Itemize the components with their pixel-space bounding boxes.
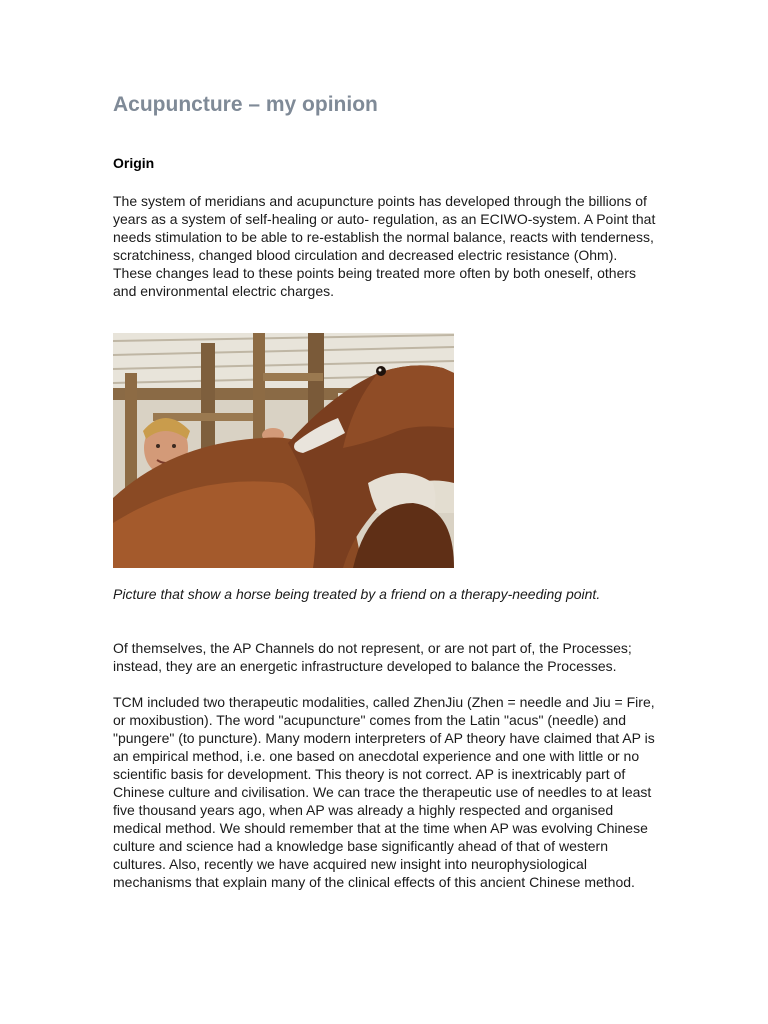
section-heading-origin: Origin — [113, 155, 155, 171]
paragraph-tcm: TCM included two therapeutic modalities, called ZhenJiu (Zhen = needle and Jiu = Fire, or moxibustion). The word "acupuncture" comes from the Latin "acus" (needle) and "pungere" (to puncture). Many modern interpreters of AP theory have claimed that AP is an empirical method, i.e. one based on anecdotal experience and one with little or no scientific basis for development. This theory is not correct. AP is inextricably part of Chinese culture and civilisation. We can trace the therapeutic use of needles to at least five thousand years ago, when AP was already a highly respected and organised medical method. We should remember that at the time when AP was evolving Chinese culture and science had a knowledge base significantly ahead of that of western cultures. Also, recently we have acquired new insight into neurophysiological mechanisms that explain many of the clinical effects of this ancient Chinese method. — [113, 694, 655, 890]
document-title: Acupuncture – my opinion — [113, 93, 378, 116]
horse-treatment-photo — [113, 333, 454, 568]
photo-caption: Picture that show a horse being treated by a friend on a therapy-needing point. — [113, 586, 601, 602]
paragraph-ap-channels: Of themselves, the AP Channels do not represent, or are not part of, the Processes; instead, they are an energetic infrastructure developed to balance the Processes. — [113, 640, 632, 674]
paragraph-origin: The system of meridians and acupuncture points has developed through the billions of years as a system of self-healing or auto- regulation, as an ECIWO-system. A Point that needs stimulation to be able to re-establish the normal balance, reacts with tenderness, scratchiness, changed blood circulation and decreased electric resistance (Ohm). These changes lead to these points being treated more often by both oneself, others and environmental electric charges. — [113, 193, 656, 299]
